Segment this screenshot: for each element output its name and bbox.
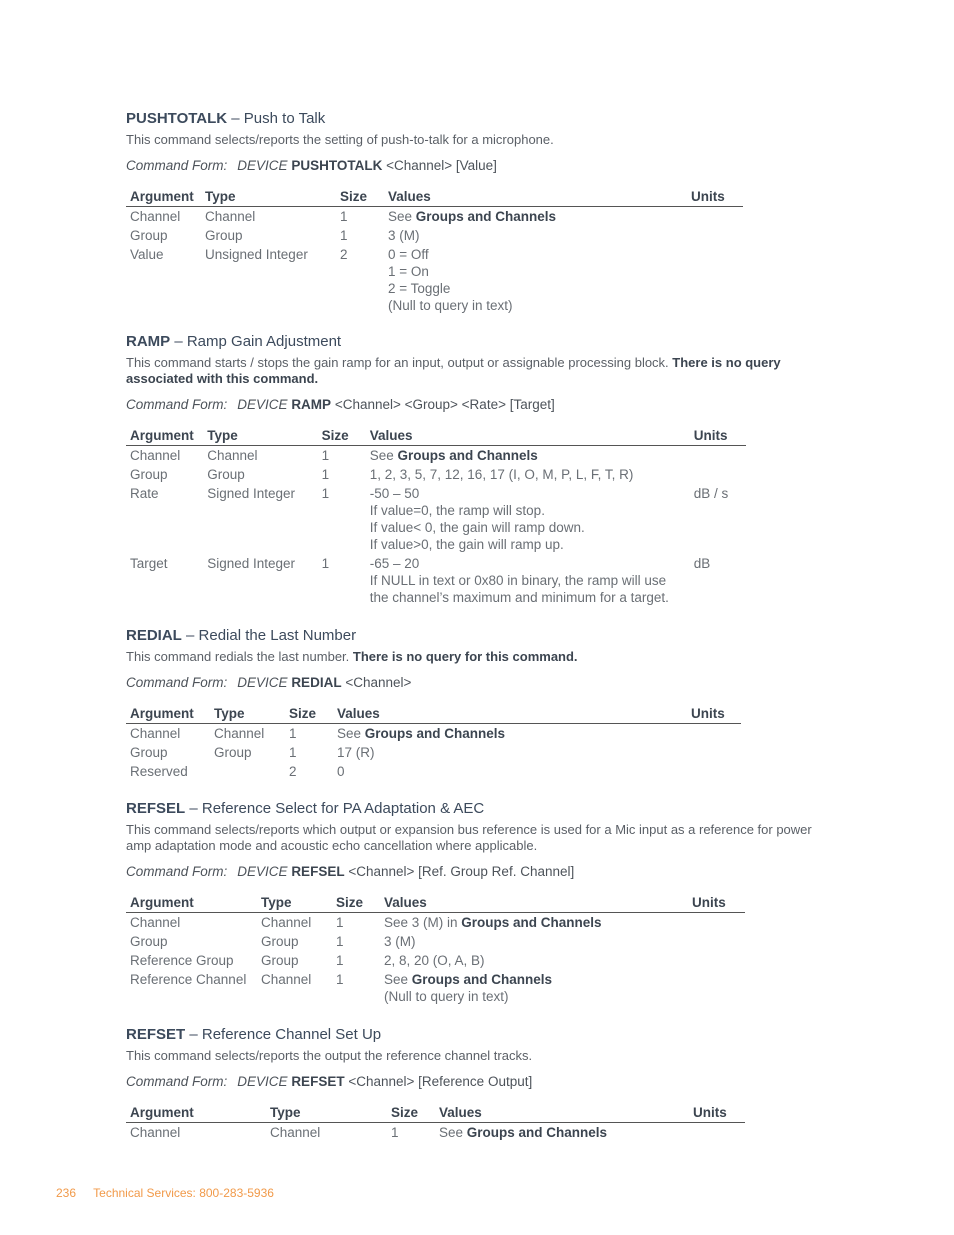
command-section	[126, 800, 826, 1006]
cell-values	[380, 970, 688, 1006]
cell-argument: Group	[130, 745, 168, 760]
cell-values	[366, 554, 690, 607]
cell-argument: Target	[130, 556, 168, 571]
command-args: <Channel> [Value]	[386, 158, 497, 173]
column-header: Argument	[126, 427, 203, 446]
command-args: <Channel> [Reference Output]	[348, 1074, 533, 1089]
argument-table	[126, 188, 743, 315]
values-reference: Groups and Channels	[461, 915, 602, 930]
cell-values	[380, 932, 688, 951]
command-form	[126, 396, 826, 413]
values-line: 2 = Toggle	[388, 281, 451, 296]
cell-size: 1	[340, 209, 348, 224]
column-header: Argument	[126, 705, 210, 724]
description-text: This command selects/reports which output or expansion bus reference is used for a Mic input as a reference for power amp adaptation mode and acoustic echo cancellation where applicable.	[126, 822, 812, 853]
cell-argument: Group	[130, 228, 168, 243]
command-title: – Push to Talk	[227, 110, 326, 127]
cell-argument: Channel	[130, 726, 181, 741]
cell-units	[689, 1123, 745, 1143]
command-keyword: REFSET	[291, 1074, 345, 1089]
values-reference: Groups and Channels	[364, 726, 506, 741]
values-text: See	[369, 448, 398, 463]
cell-units	[690, 465, 746, 484]
cell-values	[380, 913, 688, 933]
cell-type: Group	[205, 228, 243, 243]
cell-units	[688, 951, 745, 970]
cell-argument: Reference Channel	[130, 972, 247, 987]
column-header: Values	[333, 705, 687, 724]
column-header: Type	[203, 427, 317, 446]
cell-argument: Reserved	[130, 764, 188, 779]
values-reference: Groups and Channels	[397, 448, 538, 463]
table-row	[126, 207, 743, 227]
section-heading	[126, 800, 826, 818]
cell-values	[366, 484, 690, 554]
cell-units	[688, 932, 745, 951]
cell-argument: Rate	[130, 486, 159, 501]
cell-values	[384, 245, 687, 315]
column-header: Type	[210, 705, 285, 724]
command-section	[126, 110, 826, 315]
cell-units	[687, 207, 743, 227]
cell-units: dB / s	[693, 486, 729, 501]
column-header: Units	[687, 188, 743, 207]
section-description	[126, 1048, 826, 1064]
values-text: -65 – 20	[369, 556, 420, 571]
column-header: Size	[332, 894, 380, 913]
table-row	[126, 1123, 745, 1143]
command-form	[126, 157, 826, 174]
cell-size: 1	[289, 726, 297, 741]
values-line	[439, 1124, 685, 1141]
cell-size: 1	[321, 556, 330, 571]
table-header-row	[126, 427, 746, 446]
section-heading	[126, 333, 826, 351]
cell-values	[435, 1123, 689, 1143]
cell-argument: Group	[130, 467, 168, 482]
cell-argument: Channel	[130, 915, 181, 930]
argument-table	[126, 705, 741, 781]
command-args: <Channel> [Ref. Group Ref. Channel]	[348, 864, 575, 879]
command-title: – Ramp Gain Adjustment	[170, 333, 342, 350]
column-header: Size	[318, 427, 366, 446]
values-text: See 3 (M) in	[384, 915, 462, 930]
column-header: Values	[435, 1104, 689, 1123]
command-keyword: PUSHTOTALK	[291, 158, 383, 173]
values-line: If NULL in text or 0x80 in binary, the ramp will use	[369, 573, 667, 588]
cell-size: 2	[340, 247, 348, 262]
command-form-label: Command Form:	[126, 675, 228, 690]
values-line	[337, 763, 683, 780]
column-header: Argument	[126, 894, 257, 913]
section-description	[126, 649, 826, 665]
table-header-row	[126, 1104, 745, 1123]
values-text: 0	[337, 764, 345, 779]
table-row	[126, 446, 746, 466]
column-header: Units	[690, 427, 746, 446]
cell-type: Signed Integer	[207, 556, 296, 571]
cell-values	[333, 724, 687, 744]
description-text: This command starts / stops the gain ramp for an input, output or assignable processing block.	[126, 355, 673, 370]
values-line: If value>0, the gain will ramp up.	[369, 537, 564, 552]
values-line	[384, 933, 684, 950]
cell-argument: Group	[130, 934, 168, 949]
cell-units: dB	[693, 556, 711, 571]
cell-size: 1	[336, 934, 344, 949]
table-row	[126, 951, 745, 970]
cell-size: 1	[336, 953, 344, 968]
cell-values	[333, 743, 687, 762]
cell-values	[380, 951, 688, 970]
command-keyword: RAMP	[291, 397, 332, 412]
values-line	[370, 447, 686, 464]
column-header: Type	[201, 188, 336, 207]
values-text: 3 (M)	[388, 228, 420, 243]
values-line	[388, 246, 683, 263]
command-form	[126, 674, 826, 691]
cell-type	[210, 762, 285, 781]
values-line	[337, 725, 683, 742]
column-header: Type	[257, 894, 332, 913]
cell-argument: Value	[130, 247, 164, 262]
cell-type: Channel	[214, 726, 265, 741]
command-form-label: Command Form:	[126, 864, 228, 879]
values-line	[388, 227, 683, 244]
cell-values	[384, 207, 687, 227]
cell-size: 1	[336, 972, 344, 987]
values-line	[370, 466, 686, 483]
table-header-row	[126, 705, 741, 724]
cell-type: Channel	[207, 448, 258, 463]
command-code: REFSEL	[126, 800, 186, 817]
cell-size: 1	[321, 486, 330, 501]
table-row	[126, 724, 741, 744]
description-note: There is no query for this command.	[352, 649, 578, 664]
section-description	[126, 822, 826, 854]
table-row	[126, 465, 746, 484]
cell-units	[688, 913, 745, 933]
cell-type: Channel	[270, 1125, 321, 1140]
argument-table	[126, 894, 745, 1006]
cell-values	[366, 446, 690, 466]
cell-type: Group	[214, 745, 252, 760]
cell-values	[333, 762, 687, 781]
cell-type: Group	[207, 467, 245, 482]
command-device: DEVICE	[237, 1074, 288, 1089]
values-line	[384, 971, 684, 988]
values-reference: Groups and Channels	[466, 1125, 608, 1140]
command-device: DEVICE	[237, 864, 288, 879]
values-text: 2, 8, 20 (O, A, B)	[384, 953, 485, 968]
cell-size: 1	[391, 1125, 399, 1140]
cell-units	[688, 970, 745, 1006]
cell-argument: Channel	[130, 209, 181, 224]
table-header-row	[126, 188, 743, 207]
command-section	[126, 1026, 826, 1142]
section-description	[126, 132, 826, 148]
command-device: DEVICE	[237, 158, 288, 173]
description-text: This command redials the last number.	[126, 649, 353, 664]
values-line	[384, 952, 684, 969]
cell-size: 1	[336, 915, 344, 930]
values-text: See	[439, 1125, 467, 1140]
cell-values	[366, 465, 690, 484]
values-text: See	[388, 209, 416, 224]
table-row	[126, 970, 745, 1006]
values-text: -50 – 50	[369, 486, 420, 501]
argument-table	[126, 1104, 745, 1142]
values-text: 3 (M)	[384, 934, 416, 949]
command-form	[126, 1073, 826, 1090]
cell-size: 2	[289, 764, 297, 779]
description-note: There is no query associated with this command.	[126, 355, 781, 386]
command-form	[126, 863, 826, 880]
table-row	[126, 554, 746, 607]
cell-type: Channel	[205, 209, 256, 224]
cell-units	[687, 724, 741, 744]
values-text: 17 (R)	[337, 745, 375, 760]
values-reference: Groups and Channels	[415, 209, 557, 224]
values-text: See	[337, 726, 365, 741]
command-section	[126, 333, 826, 607]
cell-values	[384, 226, 687, 245]
command-device: DEVICE	[237, 675, 288, 690]
column-header: Values	[384, 188, 687, 207]
column-header: Values	[380, 894, 688, 913]
section-heading	[126, 627, 826, 645]
values-line	[370, 555, 686, 572]
cell-argument: Channel	[130, 448, 181, 463]
table-row	[126, 932, 745, 951]
table-header-row	[126, 894, 745, 913]
table-row	[126, 484, 746, 554]
values-line	[384, 914, 684, 931]
command-code: PUSHTOTALK	[126, 110, 228, 127]
command-args: <Channel> <Group> <Rate> [Target]	[334, 397, 555, 412]
values-line	[370, 485, 686, 502]
cell-type: Unsigned Integer	[205, 247, 308, 262]
command-form-label: Command Form:	[126, 397, 228, 412]
cell-units	[687, 226, 743, 245]
column-header: Size	[336, 188, 384, 207]
command-device: DEVICE	[237, 397, 288, 412]
description-text: This command selects/reports the setting of push-to-talk for a microphone.	[126, 132, 554, 147]
cell-size: 1	[321, 467, 330, 482]
page-number: 236	[56, 1186, 77, 1200]
table-row	[126, 762, 741, 781]
command-args: <Channel>	[345, 675, 412, 690]
description-text: This command selects/reports the output the reference channel tracks.	[126, 1048, 533, 1063]
cell-units	[687, 743, 741, 762]
command-title: – Redial the Last Number	[181, 627, 357, 644]
cell-argument: Reference Group	[130, 953, 234, 968]
cell-units	[687, 245, 743, 315]
values-line: the channel’s maximum and minimum for a target.	[369, 590, 669, 605]
table-row	[126, 913, 745, 933]
column-header: Argument	[126, 188, 201, 207]
cell-type: Group	[261, 953, 299, 968]
command-code: REFSET	[126, 1026, 186, 1043]
cell-type: Channel	[261, 972, 312, 987]
cell-type: Channel	[261, 915, 312, 930]
command-title: – Reference Select for PA Adaptation & AEC	[185, 800, 485, 817]
column-header: Values	[366, 427, 690, 446]
table-row	[126, 245, 743, 315]
cell-argument: Channel	[130, 1125, 181, 1140]
values-line: (Null to query in text)	[388, 298, 513, 313]
footer-text: Technical Services: 800-283-5936	[93, 1186, 274, 1200]
values-line	[337, 744, 683, 761]
command-code: REDIAL	[126, 627, 182, 644]
section-description	[126, 355, 826, 387]
column-header: Units	[689, 1104, 745, 1123]
command-section	[126, 627, 826, 781]
command-keyword: REDIAL	[291, 675, 342, 690]
table-row	[126, 743, 741, 762]
values-line: (Null to query in text)	[384, 989, 509, 1004]
column-header: Type	[266, 1104, 387, 1123]
values-text: 1, 2, 3, 5, 7, 12, 16, 17 (I, O, M, P, L, F, T, R)	[369, 467, 634, 482]
values-text: See	[384, 972, 412, 987]
column-header: Size	[387, 1104, 435, 1123]
column-header: Units	[688, 894, 745, 913]
section-heading	[126, 110, 826, 128]
cell-type: Signed Integer	[207, 486, 296, 501]
table-row	[126, 226, 743, 245]
command-form-label: Command Form:	[126, 158, 228, 173]
page-footer	[56, 1186, 288, 1200]
column-header: Units	[687, 705, 741, 724]
cell-units	[690, 446, 746, 466]
cell-size: 1	[340, 228, 348, 243]
values-reference: Groups and Channels	[411, 972, 553, 987]
command-title: – Reference Channel Set Up	[185, 1026, 382, 1043]
values-line	[388, 208, 683, 225]
section-heading	[126, 1026, 826, 1044]
command-form-label: Command Form:	[126, 1074, 228, 1089]
cell-type: Group	[261, 934, 299, 949]
argument-table	[126, 427, 746, 607]
command-code: RAMP	[126, 333, 171, 350]
column-header: Size	[285, 705, 333, 724]
values-line: If value=0, the ramp will stop.	[369, 503, 545, 518]
values-line: 1 = On	[388, 264, 429, 279]
column-header: Argument	[126, 1104, 266, 1123]
cell-size: 1	[289, 745, 297, 760]
cell-size: 1	[321, 448, 330, 463]
cell-units	[687, 762, 741, 781]
values-text: 0 = Off	[388, 247, 429, 262]
values-line: If value< 0, the gain will ramp down.	[369, 520, 585, 535]
command-keyword: REFSEL	[291, 864, 345, 879]
